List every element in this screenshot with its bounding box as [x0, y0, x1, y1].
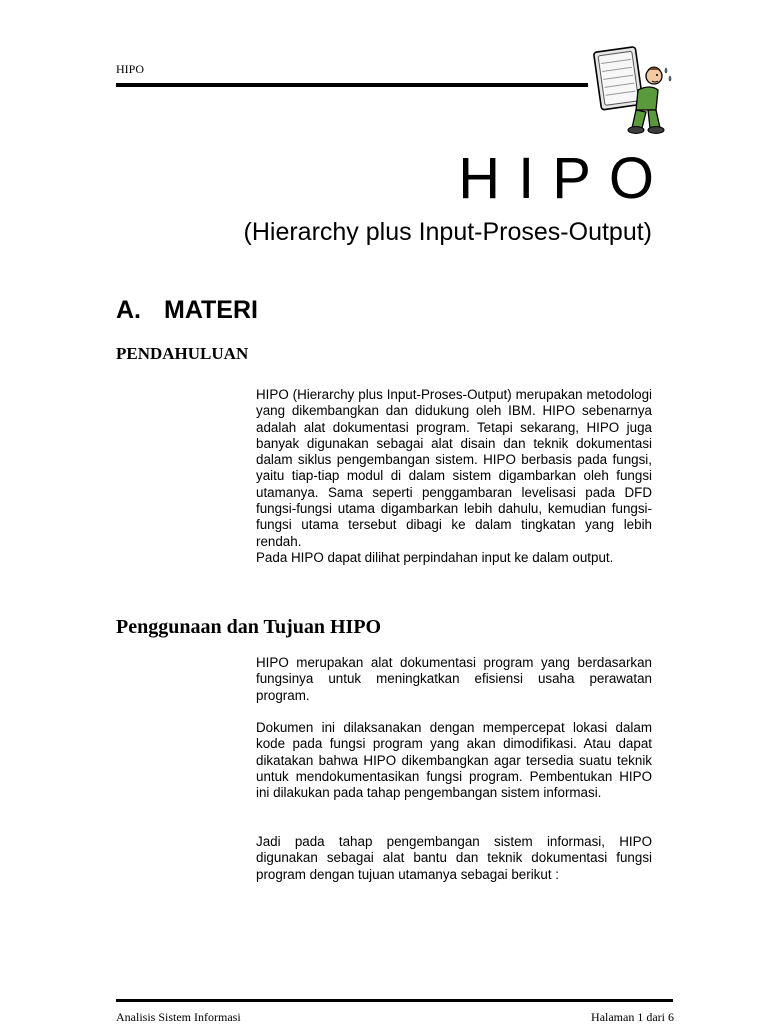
document-title: HIPO: [458, 146, 672, 211]
running-header: HIPO: [116, 62, 145, 76]
paragraph-tujuan-2: Dokumen ini dilaksanakan dengan mempercepat lokasi dalam kode pada fungsi program yang akan dimodifikasi. Atau dapat dikatakan bahwa HIPO dikembangkan agar tersedia suatu teknik untuk mendokumentasikan fungsi program. Pembentukan HIPO ini dilakukan pada tahap pengembangan sistem informasi.: [256, 720, 652, 801]
paragraph-text: Pada HIPO dapat dilihat perpindahan input ke dalam output.: [256, 549, 614, 565]
subheading-tujuan: Penggunaan dan Tujuan HIPO: [116, 616, 382, 638]
paragraph-text: HIPO (Hierarchy plus Input-Proses-Output) merupakan metodologi yang dikembangkan dan didukung oleh IBM. HIPO sebenarnya adalah alat dokumentasi program. Tetapi sekarang, HIPO juga banyak digunakan sebagai alat disain dan teknik dokumentasi dalam siklus pengembangan sistem. HIPO berbasis pada fungsi, yaitu tiap-tiap modul di dalam sistem digambarkan oleh fungsi utamanya. Sama seperti penggambaran levelisasi pada DFD fungsi-fungsi utama digambarkan lebih dahulu, kemudian fungsi-fungsi utama tersebut dibagi ke dalam tingkatan yang lebih rendah.: [256, 387, 652, 549]
paragraph-tujuan-1: HIPO merupakan alat dokumentasi program yang berdasarkan fungsinya untuk meningkatkan efisiensi usaha perawatan program.: [256, 655, 652, 703]
subheading-pendahuluan: PENDAHULUAN: [116, 344, 249, 363]
document-subtitle: (Hierarchy plus Input-Proses-Output): [243, 218, 652, 246]
paragraph-pendahuluan: [256, 387, 652, 566]
person-carrying-computer-icon: [588, 42, 676, 138]
section-label: MATERI: [164, 296, 258, 324]
paragraph-tujuan-3: Jadi pada tahap pengembangan sistem informasi, HIPO digunakan sebagai alat bantu dan teknik dokumentasi fungsi program dengan tujuan utamanya sebagai berikut :: [256, 834, 652, 882]
section-heading-a: [116, 298, 258, 323]
header-rule: [116, 83, 588, 87]
footer-page-number: Halaman 1 dari 6: [591, 1010, 674, 1024]
footer-rule: [116, 999, 673, 1002]
section-number: A.: [116, 296, 141, 324]
footer-course-title: Analisis Sistem Informasi: [116, 1010, 241, 1024]
